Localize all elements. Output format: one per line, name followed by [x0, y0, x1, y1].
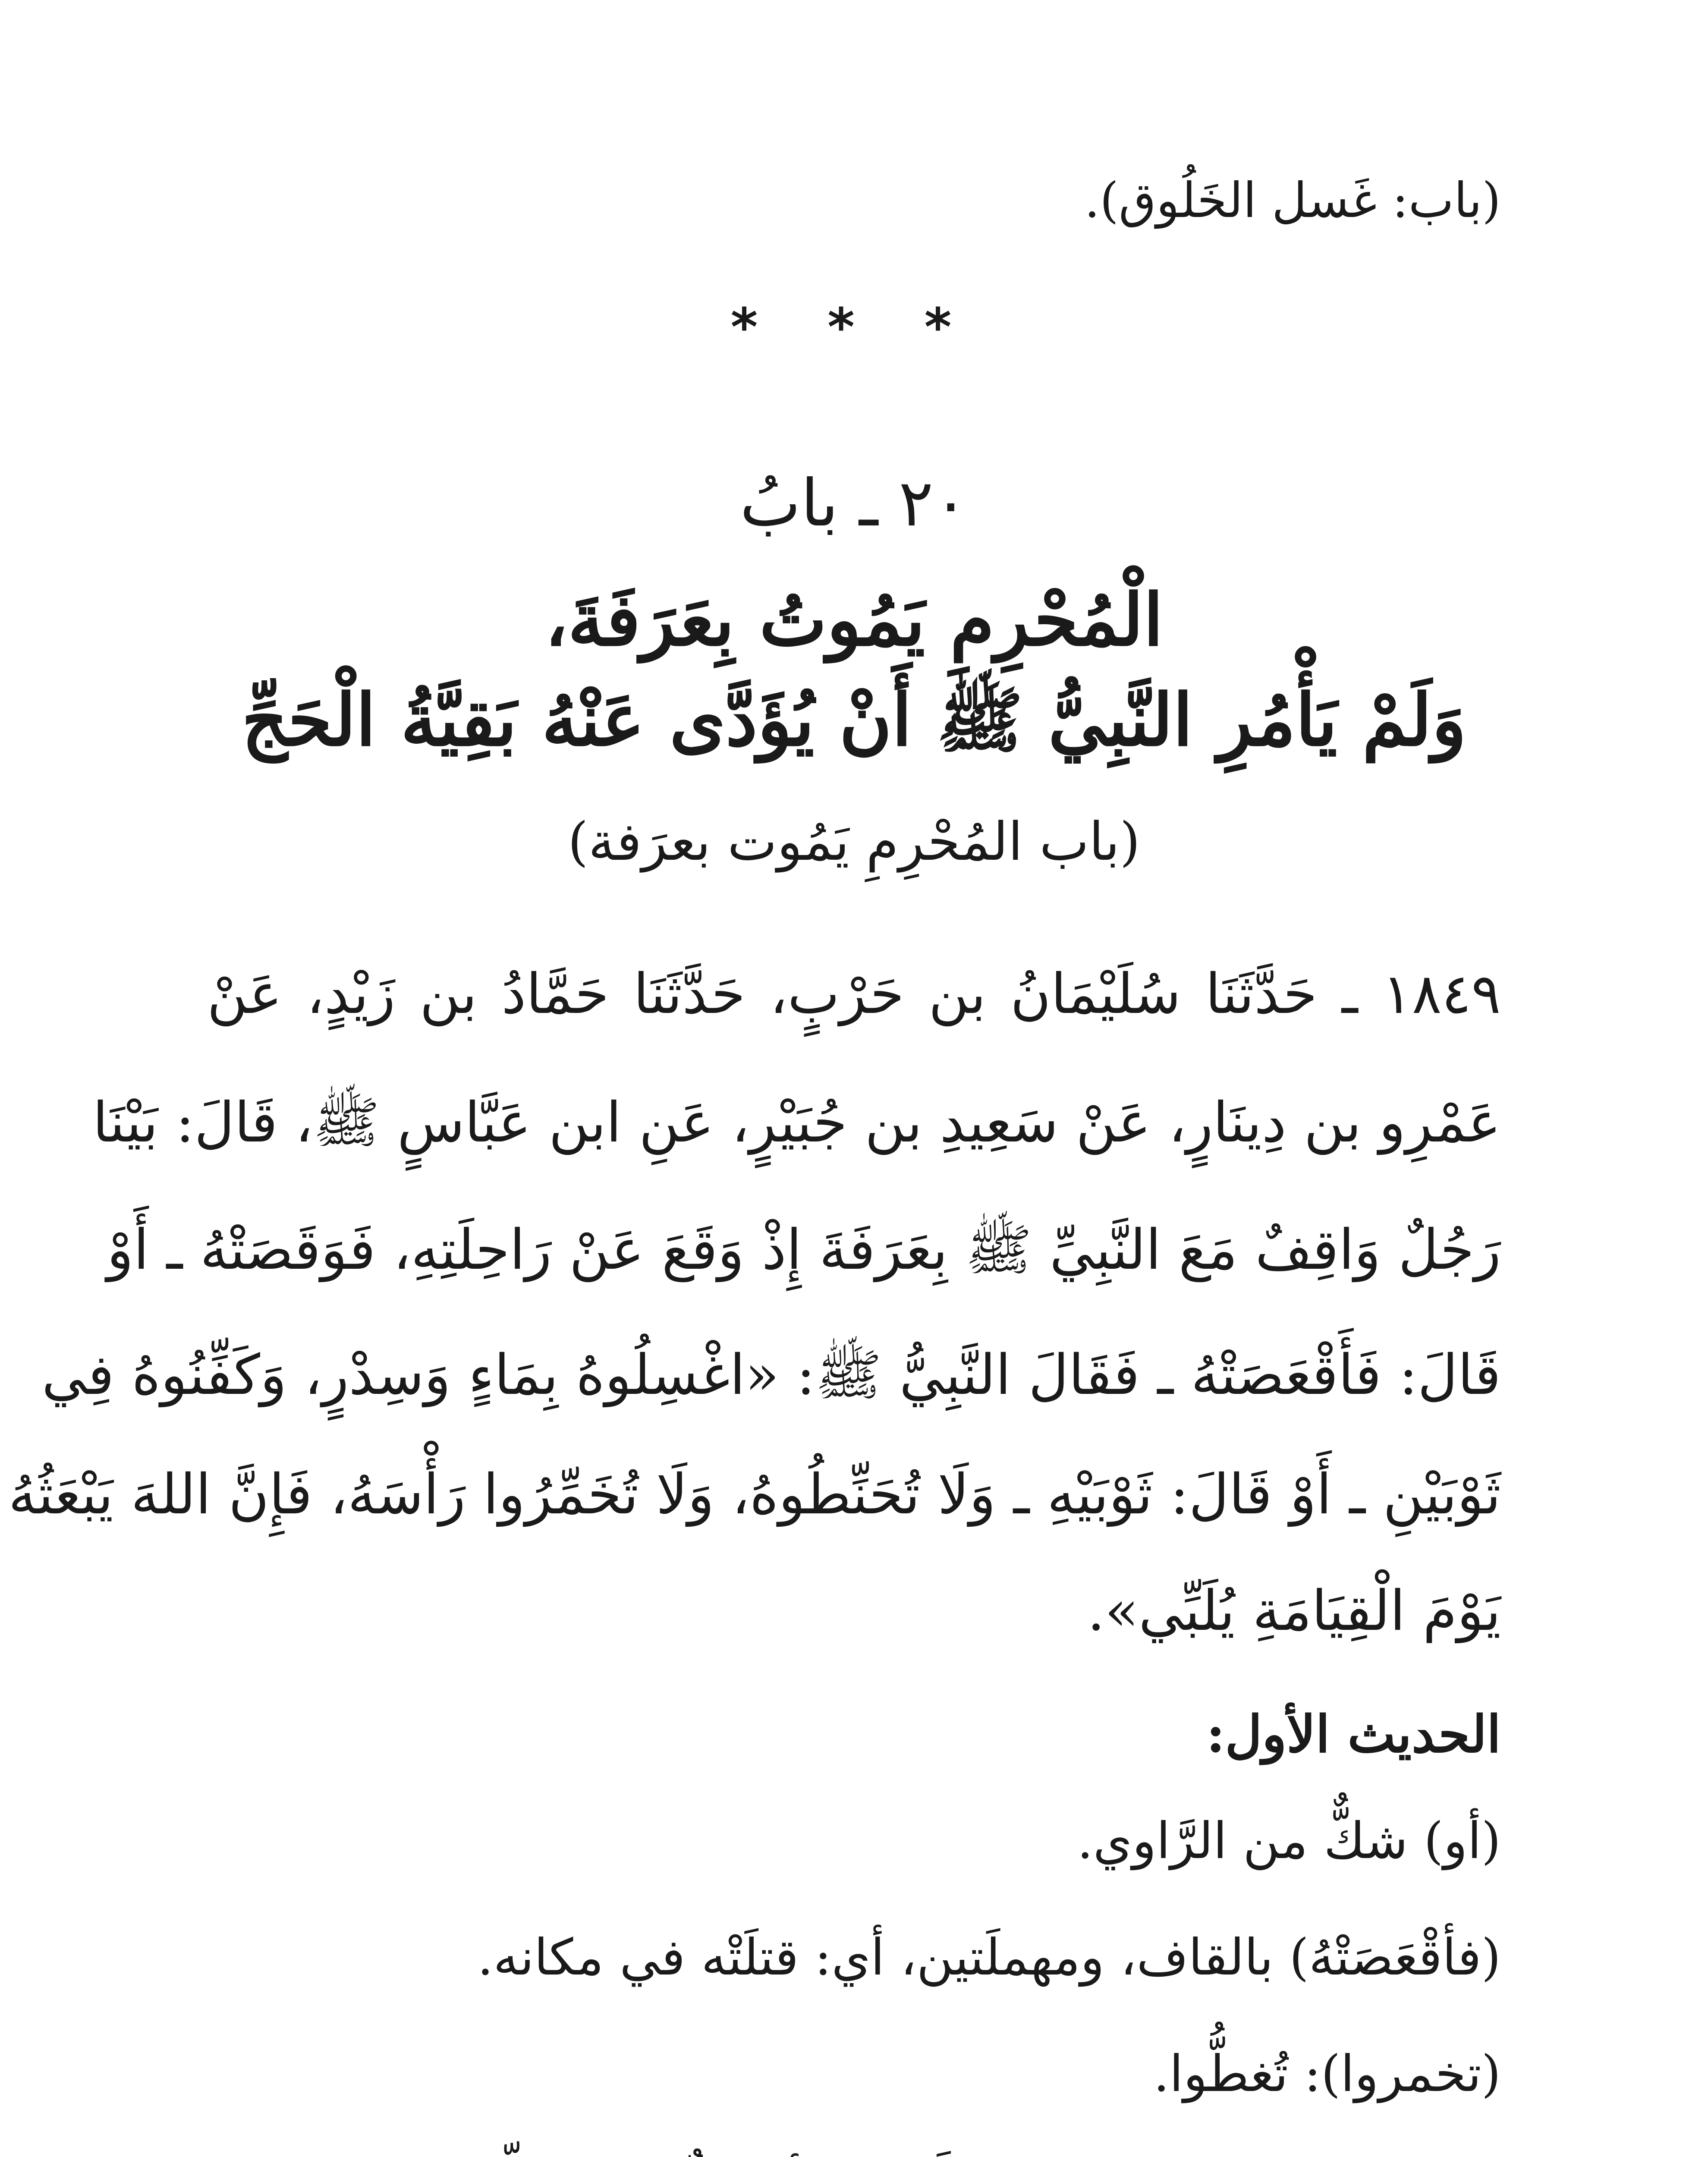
previous-chapter-reference: (باب: غَسل الخَلُوق). [1084, 173, 1501, 229]
hadith-text-line: رَجُلٌ وَاقِفٌ مَعَ النَّبِيِّ ﷺ بِعَرَفَةَ إِذْ وَقَعَ عَنْ رَاحِلَتِهِ، فَوَقَصَتْهُ ـ أَوْ [107, 1218, 1501, 1282]
commentary-title: الحديث الأول: [1206, 1704, 1501, 1764]
section-separator: * * * [730, 298, 978, 358]
hadith-text-line: قَالَ: فَأَقْعَصَتْهُ ـ فَقَالَ النَّبِيُّ ﷺ: «اغْسِلُوهُ بِمَاءٍ وَسِدْرٍ، وَكَفِّنُوهُ فِي [41, 1343, 1501, 1407]
commentary-note: (أو) شكٌّ من الرَّاوي. [1077, 1812, 1501, 1870]
chapter-number: ٢٠ ـ بابُ [739, 466, 969, 541]
hadith-text-line: عَمْرِو بن دِينَارٍ، عَنْ سَعِيدِ بن جُبَيْرٍ، عَنِ ابن عَبَّاسٍ ﷺ، قَالَ: بَيْنَا [92, 1091, 1501, 1155]
chapter-title-line-2: وَلَمْ يَأْمُرِ النَّبِيُّ ﷺ أَنْ يُؤَدَّى عَنْهُ بَقِيَّةُ الْحَجِّ [242, 678, 1466, 762]
commentary-note: (تخمروا): تُغطُّوا. [1153, 2045, 1501, 2103]
chapter-title-line-1: الْمُحْرِمِ يَمُوتُ بِعَرَفَةَ، [544, 578, 1164, 662]
commentary-note: (فأقْعَصَتْهُ) بالقاف، ومهملَتين، أي: قتلَتْه في مكانه. [477, 1928, 1501, 1987]
chapter-alt-title: (باب المُحْرِمِ يَمُوت بعرَفة) [568, 811, 1140, 872]
hadith-text-line: يَوْمَ الْقِيَامَةِ يُلَبِّي». [1087, 1579, 1501, 1643]
hadith-text-line: ١٨٤٩ ـ حَدَّثَنَا سُلَيْمَانُ بن حَرْبٍ، حَدَّثَنَا حَمَّادُ بن زَيْدٍ، عَنْ [207, 962, 1501, 1026]
hadith-text-line: ثَوْبَيْنِ ـ أَوْ قَالَ: ثَوْبَيْهِ ـ وَلَا تُحَنِّطُوهُ، وَلَا تُخَمِّرُوا رَأْسَهُ، فَإِنَّ اللهَ يَبْعَثُهُ [8, 1462, 1501, 1527]
